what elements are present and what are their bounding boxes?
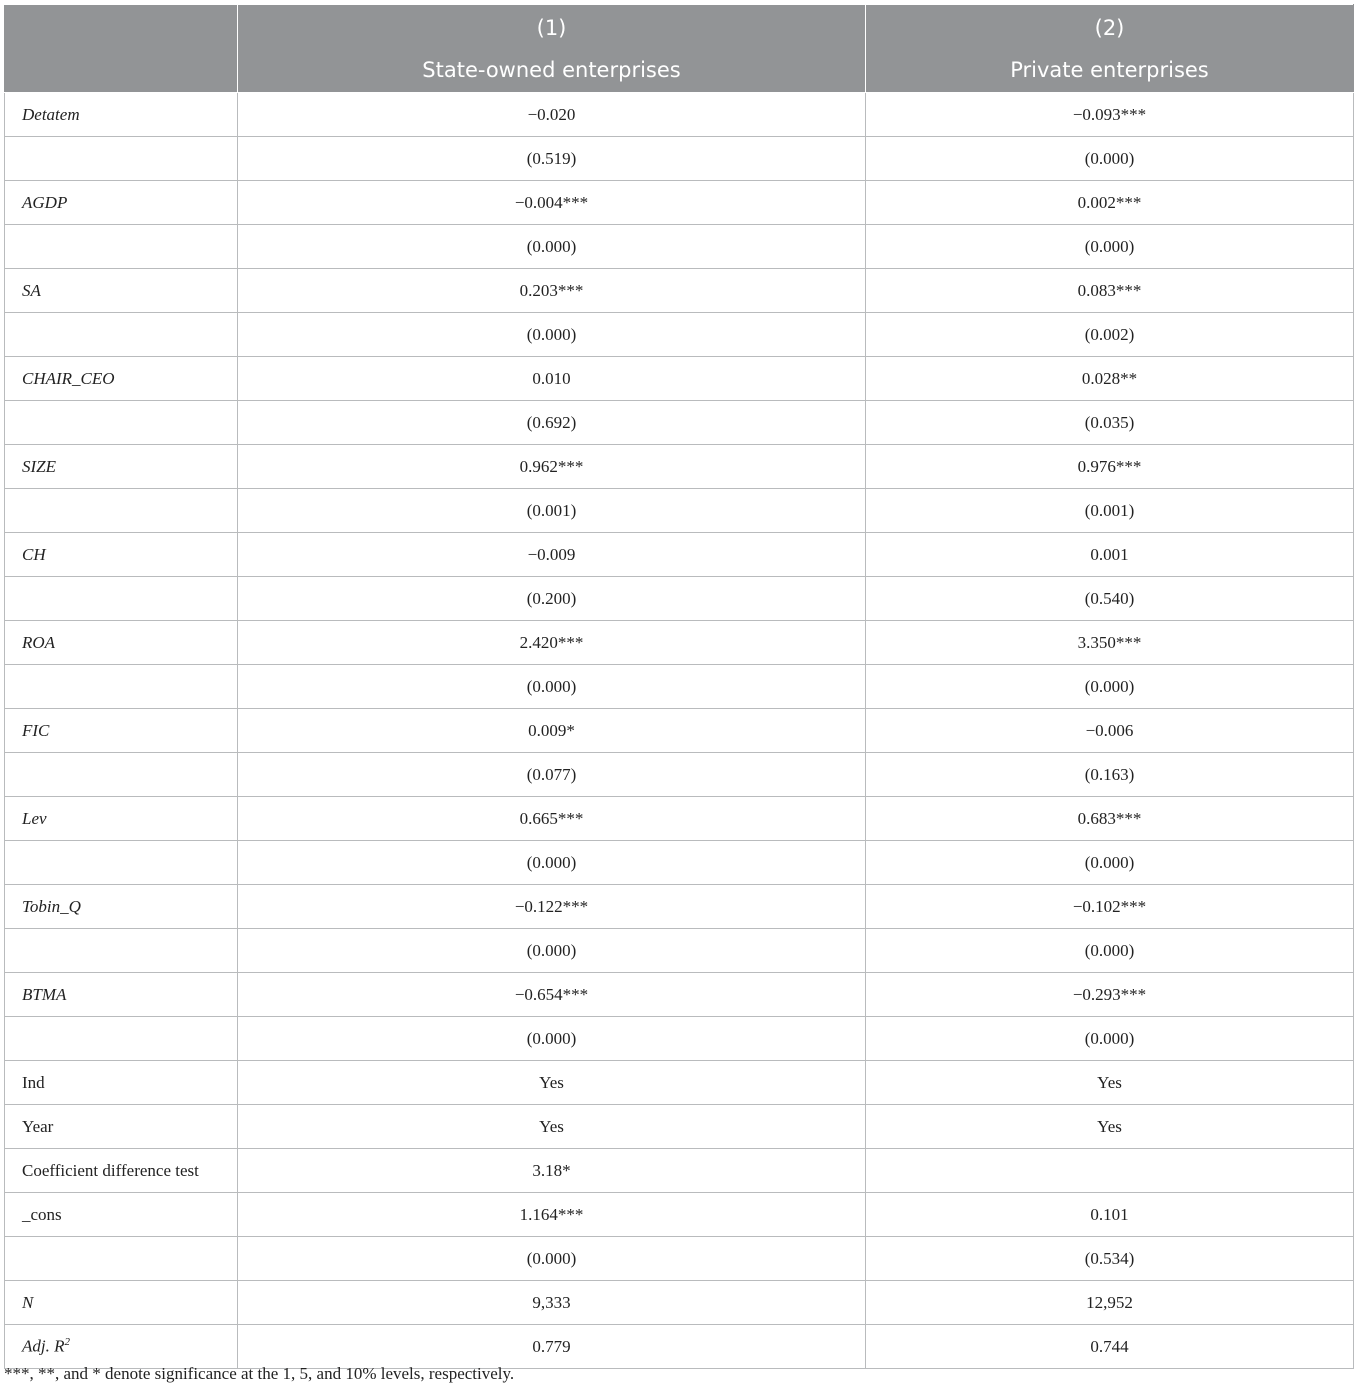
private-value: (0.000) — [866, 225, 1354, 269]
state-owned-value: (0.200) — [238, 577, 866, 621]
private-value — [866, 1149, 1354, 1193]
header-col1-name: State-owned enterprises — [422, 57, 681, 82]
row-label: BTMA — [5, 973, 238, 1017]
table-row — [5, 181, 1354, 225]
table-row — [5, 1017, 1354, 1061]
state-owned-value: −0.122*** — [238, 885, 866, 929]
row-label: Tobin_Q — [5, 885, 238, 929]
row-label — [5, 929, 238, 973]
table-row — [5, 489, 1354, 533]
state-owned-value: (0.077) — [238, 753, 866, 797]
header-col1-number: (1) — [536, 15, 567, 40]
row-label — [5, 313, 238, 357]
row-label: SIZE — [5, 445, 238, 489]
row-label: Coefficient difference test — [5, 1149, 238, 1193]
private-value: 0.002*** — [866, 181, 1354, 225]
state-owned-value: 0.203*** — [238, 269, 866, 313]
header-variable-column — [5, 5, 238, 93]
state-owned-value: Yes — [238, 1061, 866, 1105]
table-row — [5, 445, 1354, 489]
state-owned-value: (0.000) — [238, 929, 866, 973]
row-label: AGDP — [5, 181, 238, 225]
table-row — [5, 973, 1354, 1017]
row-label: Year — [5, 1105, 238, 1149]
private-value: (0.000) — [866, 841, 1354, 885]
regression-table — [4, 4, 1354, 1369]
row-label: ROA — [5, 621, 238, 665]
table-row — [5, 1105, 1354, 1149]
table-row — [5, 1193, 1354, 1237]
state-owned-value: (0.519) — [238, 137, 866, 181]
header-private-column — [866, 5, 1354, 93]
private-value: (0.534) — [866, 1237, 1354, 1281]
state-owned-value: 0.779 — [238, 1325, 866, 1369]
header-row — [5, 5, 1354, 93]
private-value: 0.744 — [866, 1325, 1354, 1369]
row-label: SA — [5, 269, 238, 313]
table-row — [5, 401, 1354, 445]
state-owned-value: −0.004*** — [238, 181, 866, 225]
private-value: −0.006 — [866, 709, 1354, 753]
private-value: (0.000) — [866, 929, 1354, 973]
state-owned-value: 2.420*** — [238, 621, 866, 665]
row-label: Adj. $R^2$ — [5, 1325, 238, 1369]
table-row — [5, 1237, 1354, 1281]
header-col2-number: (2) — [1094, 15, 1125, 40]
row-label: _cons — [5, 1193, 238, 1237]
row-label — [5, 137, 238, 181]
table-row — [5, 357, 1354, 401]
private-value: 0.083*** — [866, 269, 1354, 313]
table-row — [5, 225, 1354, 269]
state-owned-value: 0.009* — [238, 709, 866, 753]
table-row — [5, 1281, 1354, 1325]
table-row — [5, 577, 1354, 621]
table-row — [5, 753, 1354, 797]
private-value: Yes — [866, 1061, 1354, 1105]
table-row — [5, 929, 1354, 973]
private-value: (0.000) — [866, 665, 1354, 709]
row-label: N — [5, 1281, 238, 1325]
row-label: Lev — [5, 797, 238, 841]
private-value: 0.028** — [866, 357, 1354, 401]
state-owned-value: (0.692) — [238, 401, 866, 445]
table-row-adj-r2 — [5, 1325, 1354, 1369]
state-owned-value: −0.009 — [238, 533, 866, 577]
table-row — [5, 885, 1354, 929]
table-row — [5, 665, 1354, 709]
state-owned-value: (0.000) — [238, 841, 866, 885]
state-owned-value: −0.654*** — [238, 973, 866, 1017]
row-label: FIC — [5, 709, 238, 753]
row-label — [5, 1237, 238, 1281]
table-row — [5, 709, 1354, 753]
state-owned-value: (0.000) — [238, 1237, 866, 1281]
private-value: (0.035) — [866, 401, 1354, 445]
table-row — [5, 797, 1354, 841]
private-value: (0.001) — [866, 489, 1354, 533]
table-row — [5, 621, 1354, 665]
row-label — [5, 577, 238, 621]
header-state-owned-column — [238, 5, 866, 93]
state-owned-value: 0.962*** — [238, 445, 866, 489]
row-label: CH — [5, 533, 238, 577]
private-value: 0.683*** — [866, 797, 1354, 841]
table-header — [5, 5, 1354, 93]
private-value: (0.002) — [866, 313, 1354, 357]
table-row — [5, 1061, 1354, 1105]
row-label — [5, 841, 238, 885]
state-owned-value: 1.164*** — [238, 1193, 866, 1237]
table-row — [5, 313, 1354, 357]
regression-table-container — [4, 4, 1353, 1369]
state-owned-value: (0.000) — [238, 313, 866, 357]
table-row — [5, 841, 1354, 885]
table-row — [5, 93, 1354, 137]
private-value: 0.001 — [866, 533, 1354, 577]
state-owned-value: −0.020 — [238, 93, 866, 137]
row-label: Detatem — [5, 93, 238, 137]
private-value: (0.163) — [866, 753, 1354, 797]
table-body — [5, 93, 1354, 1369]
private-value: −0.093*** — [866, 93, 1354, 137]
state-owned-value: (0.000) — [238, 1017, 866, 1061]
state-owned-value: 0.665*** — [238, 797, 866, 841]
state-owned-value: 9,333 — [238, 1281, 866, 1325]
row-label — [5, 753, 238, 797]
row-label — [5, 1017, 238, 1061]
state-owned-value: Yes — [238, 1105, 866, 1149]
private-value: 3.350*** — [866, 621, 1354, 665]
header-col2-name: Private enterprises — [1010, 57, 1209, 82]
state-owned-value: 3.18* — [238, 1149, 866, 1193]
row-label — [5, 665, 238, 709]
row-label: CHAIR_CEO — [5, 357, 238, 401]
table-footnote: ***, **, and * denote significance at the 1, 5, and 10% levels, respectively. — [4, 1364, 515, 1383]
state-owned-value: 0.010 — [238, 357, 866, 401]
private-value: −0.102*** — [866, 885, 1354, 929]
row-label: Ind — [5, 1061, 238, 1105]
private-value: −0.293*** — [866, 973, 1354, 1017]
table-row — [5, 1149, 1354, 1193]
state-owned-value: (0.001) — [238, 489, 866, 533]
state-owned-value: (0.000) — [238, 225, 866, 269]
private-value: (0.540) — [866, 577, 1354, 621]
private-value: (0.000) — [866, 137, 1354, 181]
private-value: (0.000) — [866, 1017, 1354, 1061]
state-owned-value: (0.000) — [238, 665, 866, 709]
private-value: 0.101 — [866, 1193, 1354, 1237]
table-row — [5, 269, 1354, 313]
row-label — [5, 225, 238, 269]
row-label — [5, 401, 238, 445]
table-row — [5, 137, 1354, 181]
row-label — [5, 489, 238, 533]
table-row — [5, 533, 1354, 577]
private-value: Yes — [866, 1105, 1354, 1149]
private-value: 12,952 — [866, 1281, 1354, 1325]
private-value: 0.976*** — [866, 445, 1354, 489]
